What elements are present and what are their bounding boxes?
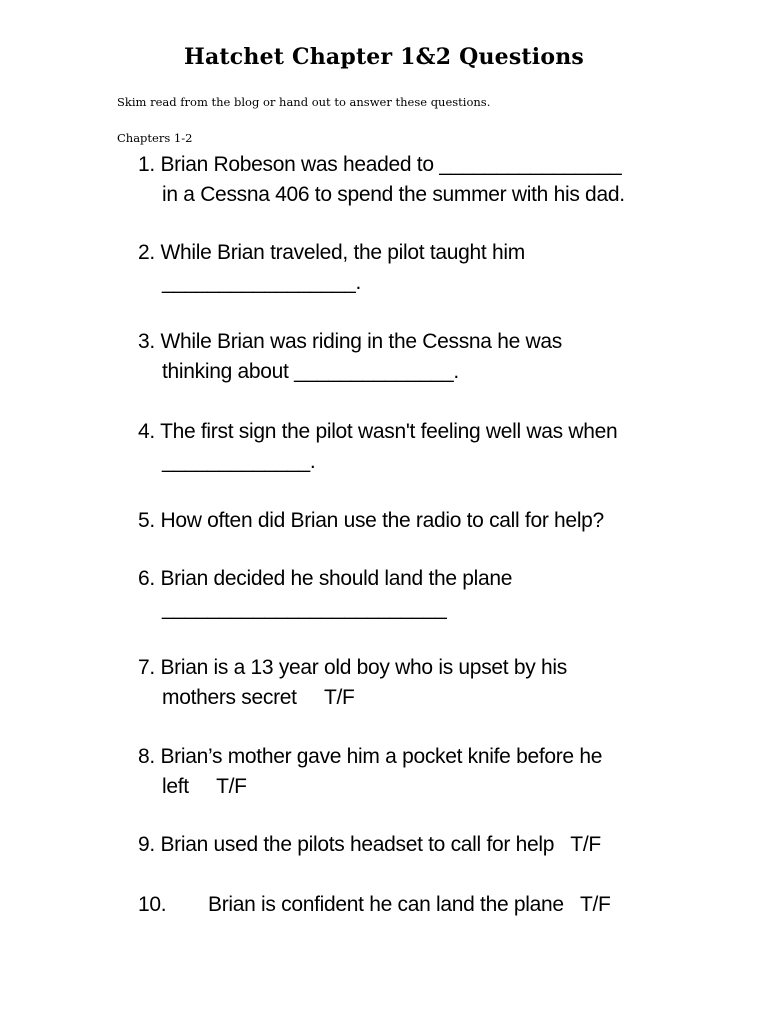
question-text-continued: _________________________: [162, 597, 447, 620]
question-number: 10.: [138, 893, 167, 916]
question-text-continued: left T/F: [162, 775, 247, 798]
question-number: 2.: [138, 241, 155, 264]
question-number: 6.: [138, 567, 155, 590]
question-5: [138, 506, 604, 536]
question-9: [138, 830, 601, 860]
question-number: 9.: [138, 833, 155, 856]
question-text-continued: mothers secret T/F: [162, 686, 355, 709]
question-text: Brian Robeson was headed to ________________: [160, 153, 622, 176]
question-text-continued: in a Cessna 406 to spend the summer with his dad.: [162, 183, 625, 206]
question-10: [138, 890, 611, 920]
section-label: Chapters 1-2: [117, 131, 193, 145]
question-text: While Brian traveled, the pilot taught him: [160, 241, 525, 264]
question-number: 1.: [138, 153, 155, 176]
question-7: [138, 653, 567, 713]
question-1: [138, 150, 625, 210]
question-text: The first sign the pilot wasn't feeling well was when: [160, 420, 618, 443]
question-text-continued: thinking about ______________.: [162, 360, 459, 383]
page-title: Hatchet Chapter 1&2 Questions: [183, 44, 585, 70]
question-text: Brian used the pilots headset to call for help T/F: [160, 833, 601, 856]
question-text: Brian’s mother gave him a pocket knife before he: [160, 745, 603, 768]
question-text: Brian is a 13 year old boy who is upset by his: [160, 656, 567, 679]
question-text: Brian is confident he can land the plane T/F: [208, 893, 611, 916]
question-2: [138, 238, 525, 298]
question-text: Brian decided he should land the plane: [160, 567, 513, 590]
question-number: 7.: [138, 656, 155, 679]
question-text: How often did Brian use the radio to call for help?: [160, 509, 604, 532]
question-text-continued: _____________.: [162, 450, 316, 473]
question-text: While Brian was riding in the Cessna he was: [160, 330, 562, 353]
instructions-text: Skim read from the blog or hand out to answer these questions.: [117, 95, 491, 109]
question-text-continued: _________________.: [162, 271, 361, 294]
question-6: [138, 564, 512, 624]
question-8: [138, 742, 602, 802]
question-number: 8.: [138, 745, 155, 768]
question-3: [138, 327, 562, 387]
question-number: 5.: [138, 509, 155, 532]
question-number: 3.: [138, 330, 155, 353]
question-number: 4.: [138, 420, 155, 443]
question-4: [138, 417, 617, 477]
